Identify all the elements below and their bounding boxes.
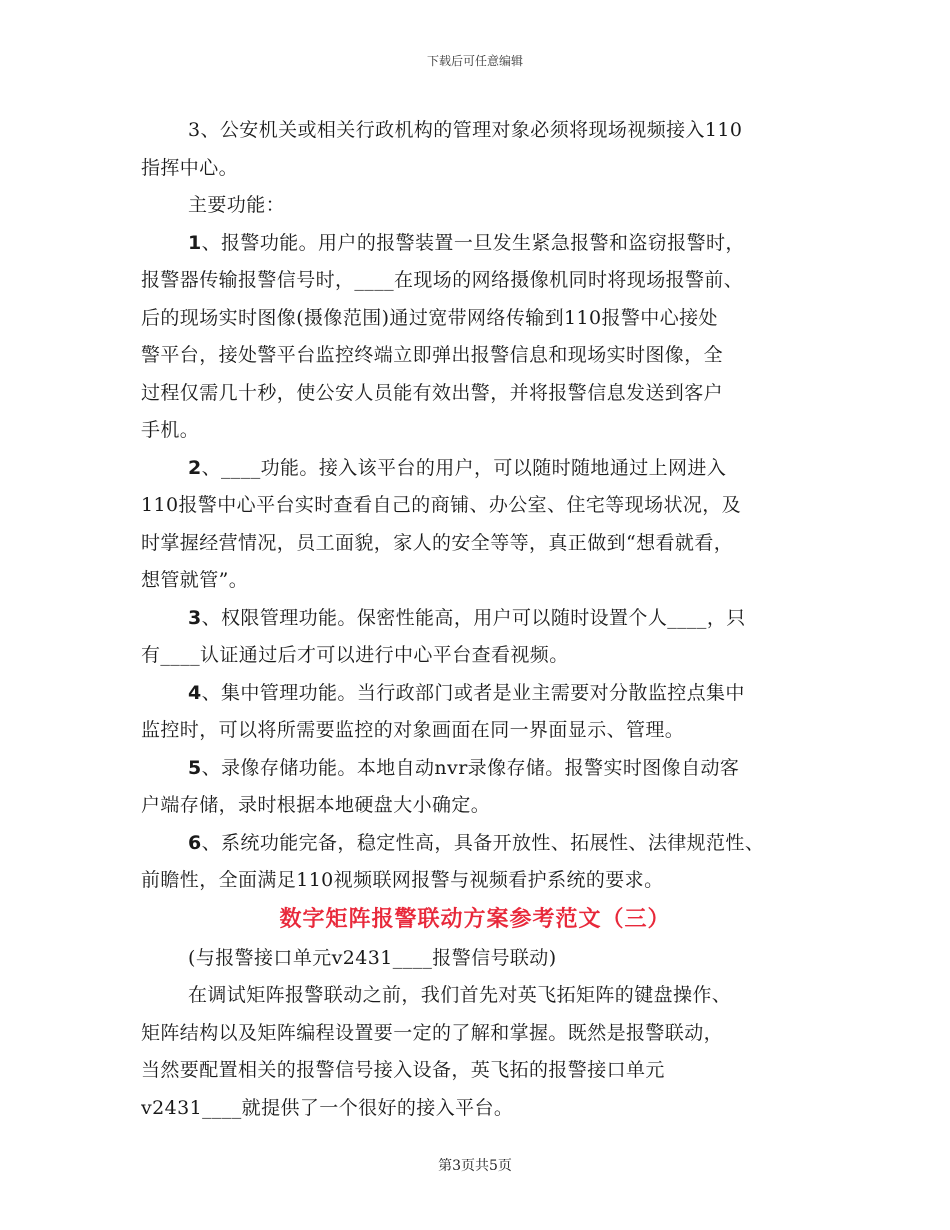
section-heading: 数字矩阵报警联动方案参考范文（三）: [279, 906, 671, 932]
list-text: 、____功能。接入该平台的用户，可以随时随地通过上网进入: [201, 456, 727, 479]
list-item-6: [141, 825, 809, 863]
paragraph-line: 时掌握经营情况，员工面貌，家人的安全等等，真正做到“想看就看，: [141, 531, 734, 554]
list-text: 、报警功能。用户的报警装置一旦发生紧急报警和盗窃报警时，: [201, 231, 745, 254]
paragraph-line: (与报警接口单元v2431____报警信号联动): [188, 946, 557, 969]
paragraph-line: v2431____就提供了一个很好的接入平台。: [141, 1096, 514, 1119]
list-text: 、权限管理功能。保密性能高，用户可以随时设置个人____，只: [201, 606, 746, 629]
paragraph-line: 矩阵结构以及矩阵编程设置要一定的了解和掌握。既然是报警联动，: [141, 1021, 724, 1044]
page-header: 下载后可任意编辑: [426, 54, 523, 68]
list-item-3: [141, 600, 809, 638]
list-item-1: [141, 225, 809, 263]
list-item-4: [141, 675, 809, 713]
list-number: 5: [188, 756, 202, 779]
paragraph-line: 想管就管”。: [141, 569, 249, 591]
paragraph-line: 主要功能：: [188, 194, 286, 216]
document-body: [141, 112, 809, 1127]
paragraph-line: 过程仅需几十秒，使公安人员能有效出警，并将报警信息发送到客户: [141, 381, 724, 404]
page-footer: 第3页共5页: [438, 1158, 512, 1174]
list-text: 、集中管理功能。当行政部门或者是业主需要对分散监控点集中: [201, 681, 745, 704]
paragraph-line: 后的现场实时图像(摄像范围)通过宽带网络传输到110报警中心接处: [141, 306, 718, 329]
list-number: 2: [188, 456, 202, 479]
list-text: 、录像存储功能。本地自动nvr录像存储。报警实时图像自动客: [201, 756, 740, 779]
list-number: 1: [188, 231, 202, 254]
paragraph-line: 监控时，可以将所需要监控的对象画面在同一界面显示、管理。: [141, 719, 685, 741]
paragraph-line: 户端存储，录时根据本地硬盘大小确定。: [141, 794, 491, 816]
paragraph-line: 当然要配置相关的报警信号接入设备，英飞拓的报警接口单元: [141, 1059, 665, 1081]
list-number: 4: [188, 681, 202, 704]
paragraph-line: 3、公安机关或相关行政机构的管理对象必须将现场视频接入110: [188, 119, 743, 141]
paragraph-line: 有____认证通过后才可以进行中心平台查看视频。: [141, 644, 569, 666]
list-item-2: [141, 450, 809, 488]
paragraph-line: 在调试矩阵报警联动之前，我们首先对英飞拓矩阵的键盘操作、: [188, 984, 732, 1006]
paragraph-line: 手机。: [141, 419, 200, 441]
list-text: 、系统功能完备，稳定性高，具备开放性、拓展性、法律规范性、: [201, 831, 765, 854]
list-number: 6: [188, 831, 202, 854]
paragraph-line: 前瞻性，全面满足110视频联网报警与视频看护系统的要求。: [141, 869, 664, 891]
list-number: 3: [188, 606, 202, 629]
paragraph-line: 警平台，接处警平台监控终端立即弹出报警信息和现场实时图像，全: [141, 344, 724, 366]
paragraph-line: 指挥中心。: [141, 156, 239, 179]
paragraph-line: 110报警中心平台实时查看自己的商铺、办公室、住宅等现场状况，及: [141, 494, 742, 516]
list-item-5: [141, 750, 809, 788]
paragraph-line: 报警器传输报警信号时，____在现场的网络摄像机同时将现场报警前、: [141, 269, 744, 291]
